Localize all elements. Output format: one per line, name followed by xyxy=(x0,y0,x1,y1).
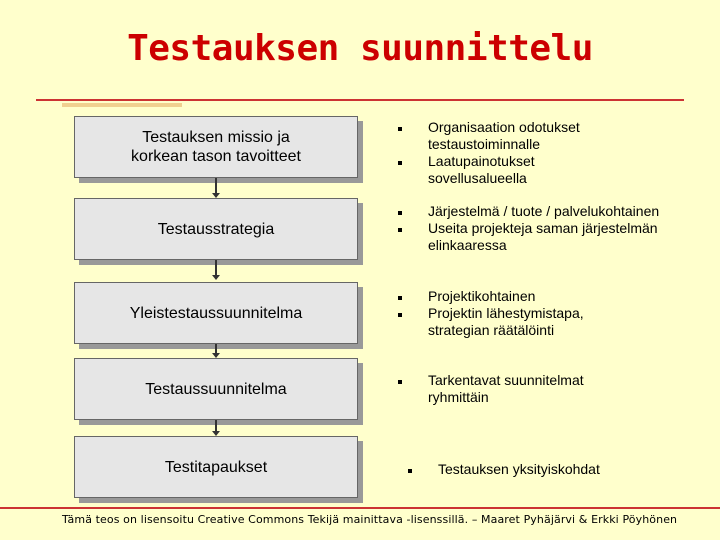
bullet-group-mission xyxy=(398,119,628,187)
bullet-item xyxy=(398,220,698,254)
bullet-group-test-plan xyxy=(398,372,628,406)
bullet-item xyxy=(398,288,628,305)
bullet-dot xyxy=(398,313,402,317)
flow-box-test-cases xyxy=(74,436,358,498)
bullet-text: Testauksen yksityiskohdat xyxy=(438,461,600,477)
bullet-text: Projektikohtainen xyxy=(428,288,536,304)
flow-box-label: Yleistestaussuunnitelma xyxy=(129,304,303,322)
bullet-dot xyxy=(398,296,402,300)
footer-divider xyxy=(0,507,720,509)
bullet-dot xyxy=(398,228,402,232)
bullet-text: Useita projekteja saman järjestelmän elinkaaressa xyxy=(428,220,658,253)
license-footer: Tämä teos on lisensoitu Creative Commons Tekijä mainittava -lisenssillä. – Maaret Pyhäjärvi & Erkki Pöyhönen xyxy=(62,513,678,526)
flow-connector xyxy=(215,178,217,194)
flow-box-label: Testitapaukset xyxy=(164,458,268,476)
bullet-item xyxy=(398,119,628,153)
bullet-dot xyxy=(398,127,402,131)
flow-box-label: Testaussuunnitelma xyxy=(145,380,287,398)
flow-box-label: Testausstrategia xyxy=(157,220,275,238)
bullet-dot xyxy=(408,469,412,473)
bullet-dot xyxy=(398,161,402,165)
bullet-text: Projektin lähestymistapa, strategian räätälöinti xyxy=(428,305,584,338)
bullet-item xyxy=(408,461,668,478)
bullet-dot xyxy=(398,211,402,215)
title-accent-bar xyxy=(62,103,182,107)
bullet-group-strategy xyxy=(398,203,698,254)
bullet-text: Organisaation odotukset testaustoiminnalle xyxy=(428,119,580,152)
bullet-item xyxy=(398,372,628,406)
title-divider xyxy=(36,99,684,101)
bullet-text: Tarkentavat suunnitelmat ryhmittäin xyxy=(428,372,584,405)
flow-connector xyxy=(215,260,217,276)
bullet-dot xyxy=(398,380,402,384)
bullet-text: Laatupainotukset sovellusalueella xyxy=(428,153,535,186)
bullet-text: Järjestelmä / tuote / palvelukohtainen xyxy=(428,203,660,219)
flow-arrowhead xyxy=(212,275,220,280)
bullet-item xyxy=(398,203,698,220)
page-title: Testauksen suunnittelu xyxy=(127,28,593,69)
flow-box-label: Testauksen missio ja korkean tason tavoitteet xyxy=(131,129,301,165)
flow-box-mission xyxy=(74,116,358,178)
flow-box-strategy xyxy=(74,198,358,260)
bullet-group-test-cases xyxy=(408,461,668,478)
bullet-item xyxy=(398,305,628,339)
bullet-item xyxy=(398,153,628,187)
bullet-group-master-plan xyxy=(398,288,628,339)
flow-box-master-plan xyxy=(74,282,358,344)
flow-box-test-plan xyxy=(74,358,358,420)
